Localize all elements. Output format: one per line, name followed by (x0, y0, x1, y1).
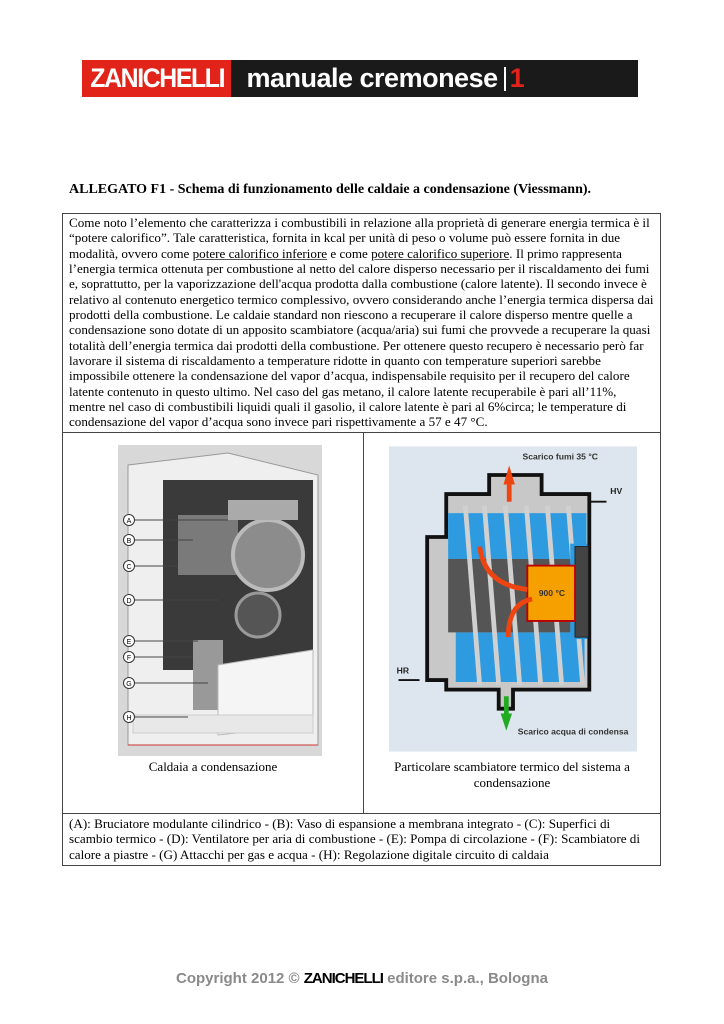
intro-paragraph (63, 214, 660, 433)
hr-label: HR (396, 665, 410, 676)
callout-label: G (126, 680, 132, 688)
page-title: ALLEGATO F1 - Schema di funzionamento delle caldaie a condensazione (Viessmann). (69, 182, 592, 197)
text: Come noto l’elemento che caratterizza i combustibili in relazione alla proprietà di generare energia termica è il “potere calorifico”. Tale caratteristica, fornita in kcal per unità di peso o volume può essere fornita in due modalità, ovvero come (69, 215, 650, 261)
content-table (62, 213, 661, 866)
callout-label: A (126, 517, 132, 525)
flue-label: Scarico fumi 35 °C (522, 451, 598, 462)
callout-label: B (126, 537, 132, 545)
publisher-logo: ZANICHELLI (82, 60, 231, 97)
hv-label: HV (610, 485, 623, 496)
boiler-illustration (118, 445, 322, 756)
drain-label: Scarico acqua di condensa (517, 726, 629, 737)
term-potere-superiore: potere calorifico superiore (371, 245, 510, 261)
callout-label: H (126, 714, 132, 722)
callout-label: E (126, 638, 132, 646)
figure-caption: Caldaia a condensazione (148, 758, 278, 774)
copyright-footer (0, 970, 724, 987)
term-potere-inferiore: potere calorifico inferiore (192, 245, 328, 261)
series-title: manuale cremonese (246, 63, 498, 93)
header-banner (82, 60, 638, 97)
text: . Il primo rappresenta l’energia termica ottenuta per combustione al netto del calore disperso necessario per il riscaldamento dei fumi e, soprattutto, per la vaporizzazione dell'acqua prodotta dalla combustione (calore latente). Il secondo invece è relativo al contenuto energetico termico complessivo, ovvero considerando anche l’energia termica dispersa dai prodotti della combustione. Le caldaie standard non riescono a recuperare il calore disperso mentre quelle a condensazione sono dotate di un apposito scambiatore (acqua/aria) sui fumi che provvede a recuperare la quasi totalità dell’energia termica dai prodotti della combustione. Per ottenere questo recupero è necessario però far lavorare il sistema di riscaldamento a temperature ridotte in quanto con temperature superiori sarebbe impossibile ottenere la condensazione del vapor d’acqua, indispensabile requisito per il recupero del calore latente contenuto in questo ultimo. Nel caso del gas metano, il calore latente recuperabile è pari all’11%, mentre nel caso di combustibili liquidi quali il gasolio, il calore latente è pari al 6%circa; le temperature di condensazione del vapor d’acqua sono invece pari rispettivamente a 57 e 47 °C. (69, 245, 654, 430)
callout-label: C (126, 563, 132, 571)
figure-boiler (63, 433, 364, 813)
figure-caption: Particolare scambiatore termico del sistema a condensazione (394, 758, 630, 790)
publisher-location: editore s.p.a., Bologna (382, 970, 548, 987)
flame-temp-label: 900 °C (538, 587, 566, 598)
figure-heat-exchanger (364, 433, 660, 813)
publisher-name: ZANICHELLI (303, 970, 383, 987)
volume-number: 1 (509, 63, 525, 93)
components-legend: (A): Bruciatore modulante cilindrico - (B): Vaso di espansione a membrana integrato - (C): Superfici di scambio termico - (D): Ventilatore per aria di combustione - (E): Pompa di circolazione - (F): Scambiatore di calore a piastre - (G) Attacchi per gas e acqua - (H): Regolazione digitale circuito di caldaia (69, 815, 640, 862)
copyright-text: Copyright 2012 © (176, 970, 304, 987)
figures-row (63, 433, 660, 814)
heat-exchanger-diagram (389, 445, 637, 753)
text: e come (327, 245, 372, 261)
divider (504, 67, 506, 91)
callout-label: F (126, 654, 132, 662)
callout-label: D (126, 597, 132, 605)
